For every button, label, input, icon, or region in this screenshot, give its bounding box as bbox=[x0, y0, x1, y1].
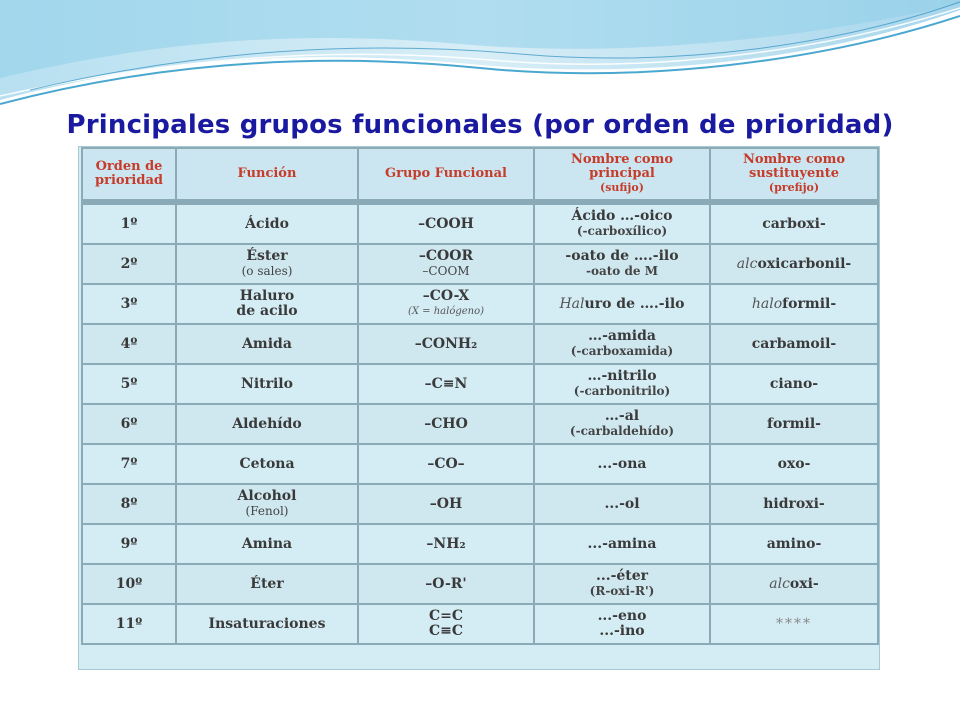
principal-name-cell bbox=[534, 564, 710, 604]
substituent-none-marker: **** bbox=[776, 615, 812, 632]
table-row bbox=[82, 484, 878, 524]
principal-name: Ácido …-oico bbox=[571, 208, 673, 224]
principal-name-cell bbox=[534, 364, 710, 404]
order-cell bbox=[82, 604, 176, 644]
order-cell bbox=[82, 202, 176, 244]
group-formula: –CO– bbox=[427, 455, 465, 472]
substituent-name: formil- bbox=[767, 415, 821, 432]
principal-name: …-nitrilo bbox=[587, 368, 657, 384]
substituent-name-cell bbox=[710, 284, 878, 324]
group-formula: –O-R' bbox=[425, 575, 467, 592]
principal-name-cell bbox=[534, 202, 710, 244]
group-formula: –NH₂ bbox=[426, 535, 466, 552]
function-name: Ácido bbox=[245, 215, 289, 232]
group-formula: –CONH₂ bbox=[414, 335, 478, 352]
principal-name-cell bbox=[534, 524, 710, 564]
principal-name: ...-eno bbox=[597, 608, 647, 624]
table-row bbox=[82, 564, 878, 604]
substituent-name: oxo- bbox=[777, 455, 811, 472]
order-value: 5º bbox=[120, 375, 138, 392]
substituent-name-italic: halo bbox=[751, 295, 783, 312]
function-cell bbox=[176, 404, 358, 444]
table-row bbox=[82, 202, 878, 244]
order-value: 8º bbox=[120, 495, 138, 512]
function-cell bbox=[176, 484, 358, 524]
principal-name-alt: -oato de M bbox=[586, 264, 658, 278]
order-cell bbox=[82, 404, 176, 444]
order-value: 11º bbox=[115, 615, 143, 632]
table-row bbox=[82, 364, 878, 404]
functional-groups-table-panel bbox=[78, 146, 880, 670]
table-row bbox=[82, 244, 878, 284]
group-cell bbox=[358, 564, 534, 604]
function-name: Aldehído bbox=[232, 415, 302, 432]
function-name: Cetona bbox=[239, 455, 295, 472]
group-formula: –CO-X bbox=[422, 288, 470, 304]
order-value: 4º bbox=[120, 335, 138, 352]
order-value: 3º bbox=[120, 295, 138, 312]
principal-name: ...-amina bbox=[587, 535, 657, 552]
function-cell bbox=[176, 324, 358, 364]
order-value: 9º bbox=[120, 535, 138, 552]
group-formula: –OH bbox=[429, 495, 463, 512]
principal-name: …-al bbox=[604, 408, 640, 424]
substituent-name: carboxi- bbox=[762, 215, 826, 232]
principal-name-alt: (-carboxamida) bbox=[570, 344, 674, 358]
substituent-name: carbamoil- bbox=[751, 335, 837, 352]
function-name: Nitrilo bbox=[241, 375, 293, 392]
table-row bbox=[82, 404, 878, 444]
principal-name-cell bbox=[534, 484, 710, 524]
principal-name-cell bbox=[534, 324, 710, 364]
table-body bbox=[82, 202, 878, 644]
substituent-name: ciano- bbox=[769, 375, 819, 392]
function-note: (o sales) bbox=[241, 264, 293, 278]
substituent-name-cell bbox=[710, 564, 878, 604]
group-cell bbox=[358, 444, 534, 484]
principal-name-cell bbox=[534, 244, 710, 284]
group-formula: –COOH bbox=[418, 215, 474, 232]
principal-name-alt: (-carbaldehído) bbox=[569, 424, 675, 438]
function-note: (Fenol) bbox=[245, 504, 289, 518]
function-name: Alcohol bbox=[237, 488, 297, 504]
group-cell bbox=[358, 202, 534, 244]
table-row bbox=[82, 444, 878, 484]
order-cell bbox=[82, 444, 176, 484]
table-row bbox=[82, 604, 878, 644]
order-cell bbox=[82, 364, 176, 404]
header-principal-name: Nombre como principal (sufijo) bbox=[534, 148, 710, 202]
table-row bbox=[82, 284, 878, 324]
principal-name-alt: (-carbonitrilo) bbox=[573, 384, 671, 398]
principal-name: uro de ….-ilo bbox=[584, 295, 685, 312]
header-order: Orden de prioridad bbox=[82, 148, 176, 202]
group-cell bbox=[358, 284, 534, 324]
function-name: Amida bbox=[242, 335, 292, 352]
principal-name-line2: ...-ino bbox=[599, 623, 645, 639]
principal-name-alt: (-carboxílico) bbox=[576, 224, 668, 238]
function-name-line2: de acilo bbox=[236, 303, 298, 319]
function-cell bbox=[176, 244, 358, 284]
group-cell bbox=[358, 404, 534, 444]
principal-name: -oato de ….-ilo bbox=[565, 248, 679, 264]
group-formula: –CHO bbox=[424, 415, 468, 432]
order-value: 10º bbox=[115, 575, 143, 592]
substituent-name-cell bbox=[710, 444, 878, 484]
function-cell bbox=[176, 364, 358, 404]
order-cell bbox=[82, 324, 176, 364]
function-name: Amina bbox=[241, 535, 293, 552]
group-cell bbox=[358, 324, 534, 364]
group-formula: –COOR bbox=[418, 248, 474, 264]
order-value: 1º bbox=[120, 215, 138, 232]
substituent-name: oxi- bbox=[789, 575, 819, 592]
function-cell bbox=[176, 202, 358, 244]
table-row bbox=[82, 324, 878, 364]
substituent-name-cell bbox=[710, 324, 878, 364]
functional-groups-table bbox=[81, 147, 879, 645]
group-formula-line2: C≡C bbox=[428, 623, 463, 639]
decorative-waves bbox=[0, 0, 960, 110]
substituent-name-cell bbox=[710, 244, 878, 284]
function-cell bbox=[176, 444, 358, 484]
substituent-name-cell bbox=[710, 202, 878, 244]
group-cell bbox=[358, 524, 534, 564]
principal-name: ...-ona bbox=[597, 455, 647, 472]
slide-title: Principales grupos funcionales (por orden de prioridad) bbox=[66, 110, 894, 140]
substituent-name: amino- bbox=[766, 535, 822, 552]
principal-name-italic: Hal bbox=[559, 295, 585, 312]
function-cell bbox=[176, 564, 358, 604]
table-header-row bbox=[82, 148, 878, 202]
substituent-name-cell bbox=[710, 404, 878, 444]
principal-name: ...-éter bbox=[595, 568, 649, 584]
function-name: Haluro bbox=[239, 288, 295, 304]
order-value: 2º bbox=[120, 255, 138, 272]
principal-name-cell bbox=[534, 604, 710, 644]
function-cell bbox=[176, 284, 358, 324]
function-cell bbox=[176, 604, 358, 644]
function-name: Éter bbox=[250, 575, 284, 592]
substituent-name: formil- bbox=[782, 295, 837, 312]
function-name: Insaturaciones bbox=[208, 615, 326, 632]
header-group: Grupo Funcional bbox=[358, 148, 534, 202]
function-cell bbox=[176, 524, 358, 564]
principal-name-alt: (R-oxi-R') bbox=[589, 584, 655, 598]
table-row bbox=[82, 524, 878, 564]
group-formula: C=C bbox=[428, 608, 463, 624]
order-cell bbox=[82, 524, 176, 564]
principal-name: ...-ol bbox=[604, 495, 640, 512]
function-name: Éster bbox=[246, 248, 288, 264]
substituent-name-italic: alc bbox=[736, 255, 758, 272]
group-cell bbox=[358, 604, 534, 644]
principal-name-cell bbox=[534, 284, 710, 324]
group-note: (X = halógeno) bbox=[407, 306, 485, 317]
group-cell bbox=[358, 364, 534, 404]
order-cell bbox=[82, 484, 176, 524]
order-cell bbox=[82, 244, 176, 284]
substituent-name-cell bbox=[710, 364, 878, 404]
group-cell bbox=[358, 244, 534, 284]
order-value: 6º bbox=[120, 415, 138, 432]
substituent-name: oxicarbonil- bbox=[757, 255, 852, 272]
substituent-name-cell bbox=[710, 524, 878, 564]
principal-name: …-amida bbox=[588, 328, 656, 344]
substituent-name-cell bbox=[710, 484, 878, 524]
header-substituent-name: Nombre como sustituyente (prefijo) bbox=[710, 148, 878, 202]
group-formula-alt: –COOM bbox=[422, 264, 470, 278]
order-cell bbox=[82, 284, 176, 324]
order-cell bbox=[82, 564, 176, 604]
group-formula: –C≡N bbox=[424, 375, 468, 392]
substituent-name-cell bbox=[710, 604, 878, 644]
principal-name-cell bbox=[534, 444, 710, 484]
substituent-name: hidroxi- bbox=[763, 495, 825, 512]
principal-name-cell bbox=[534, 404, 710, 444]
group-cell bbox=[358, 484, 534, 524]
substituent-name-italic: alc bbox=[769, 575, 790, 592]
order-value: 7º bbox=[120, 455, 138, 472]
header-function: Función bbox=[176, 148, 358, 202]
